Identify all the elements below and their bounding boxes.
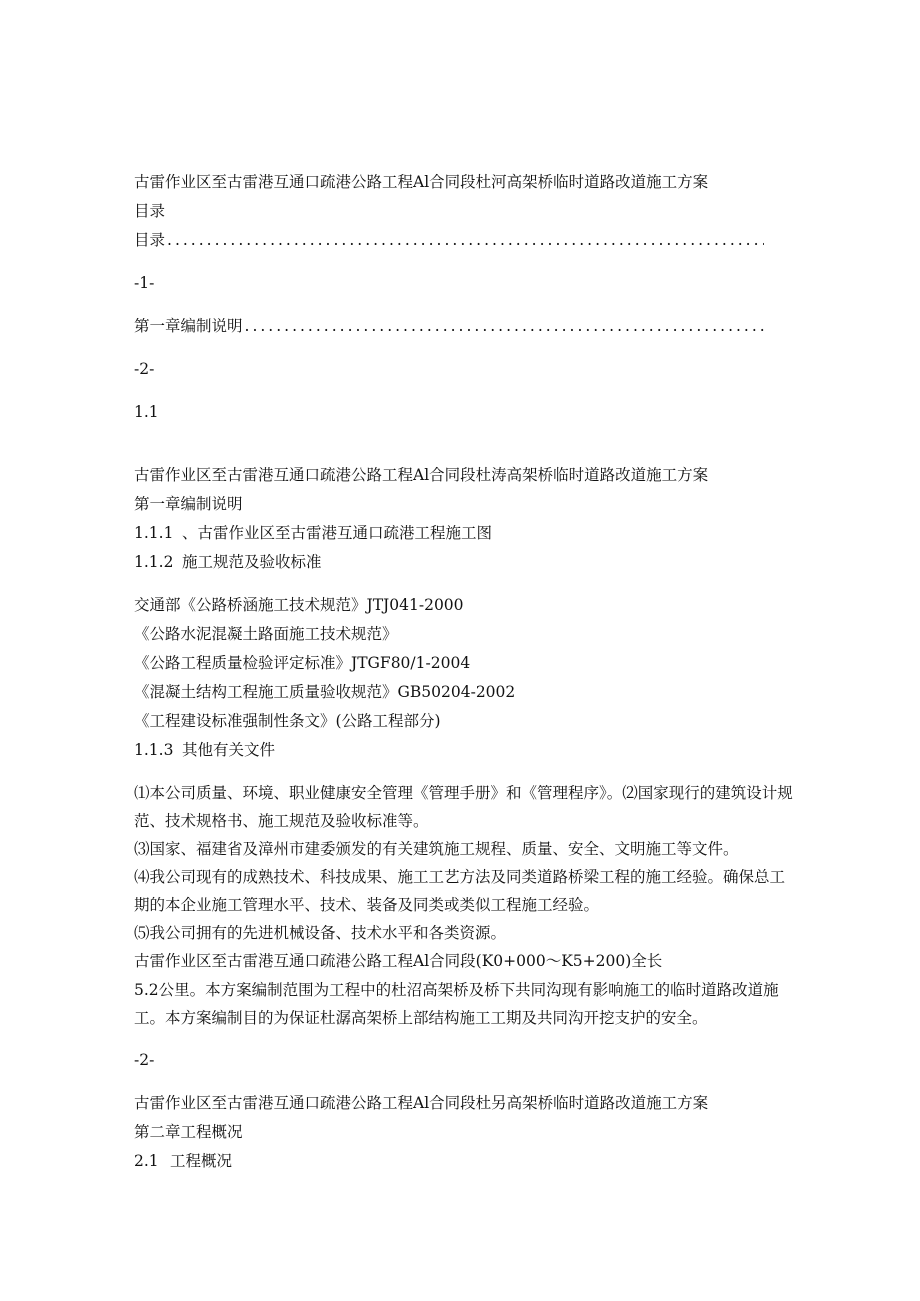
section-text: 施工规范及验收标准 <box>182 553 322 571</box>
toc-entry-chapter1[interactable] <box>134 312 764 341</box>
standard-item: 《工程建设标准强制性条文》(公路工程部分) <box>134 712 441 730</box>
section-1-1-3 <box>134 736 794 765</box>
toc-leader-dots <box>245 312 764 341</box>
standard-item: 《公路工程质量检验评定标准》JTGF80/1-2004 <box>134 654 471 672</box>
toc-entry-label: 第一章编制说明 <box>134 317 243 335</box>
scope-line: 古雷作业区至古雷港互通口疏港公路工程Al合同段(K0+000～K5+200)全长 <box>134 952 663 970</box>
document-paragraph: ⑸我公司拥有的先进机械设备、技术水平和各类资源。 <box>134 924 507 942</box>
related-documents <box>134 779 794 947</box>
chapter2-title: 第二章工程概况 <box>134 1123 243 1141</box>
toc-leader-dots <box>167 226 764 255</box>
document-page <box>134 168 794 1176</box>
document-paragraph: ⑷我公司现有的成熟技术、科技成果、施工工艺方法及同类道路桥梁工程的施工经验。确保总工期的本企业施工管理水平、技术、装备及同类或类似工程施工经验。 <box>134 868 786 914</box>
standard-item: 《公路水泥混凝土路面施工技术规范》 <box>134 625 398 643</box>
section-1-1-2 <box>134 548 794 577</box>
toc-entry-contents[interactable] <box>134 226 764 255</box>
running-header-3: 古雷作业区至古雷港互通口疏港公路工程Al合同段杜另高架桥临时道路改道施工方案 <box>134 1094 709 1112</box>
document-paragraph: ⑴本公司质量、环境、职业健康安全管理《管理手册》和《管理程序》。⑵国家现行的建筑设计规范、技术规格书、施工规范及验收标准等。 <box>134 784 793 830</box>
section-text: 工程概况 <box>170 1152 233 1170</box>
running-header-1: 古雷作业区至古雷港互通口疏港公路工程Al合同段杜河高架桥临时道路改道施工方案 <box>134 173 709 191</box>
section-number: 1.1.3 <box>134 741 174 759</box>
section-number: 2.1 <box>134 1152 159 1170</box>
toc-entry-page: -1- <box>134 274 155 292</box>
toc-entry-label: 目录 <box>134 231 166 249</box>
section-1-1-1 <box>134 519 794 548</box>
standards-list <box>134 591 794 736</box>
section-text: 、古雷作业区至古雷港互通口疏港工程施工图 <box>182 524 493 542</box>
section-text: 其他有关文件 <box>182 741 276 759</box>
chapter1-title: 第一章编制说明 <box>134 495 243 513</box>
section-number: 1.1.1 <box>134 524 174 542</box>
running-header-2: 古雷作业区至古雷港互通口疏港公路工程Al合同段杜涛高架桥临时道路改道施工方案 <box>134 466 709 484</box>
document-paragraph: ⑶国家、福建省及漳州市建委颁发的有关建筑施工规程、质量、安全、文明施工等文件。 <box>134 840 739 858</box>
toc-entry-page: -2- <box>134 360 155 378</box>
standard-item: 《混凝土结构工程施工质量验收规范》GB50204-2002 <box>134 683 516 701</box>
toc-sub-entry: 1.1 <box>134 403 159 421</box>
section-2-1 <box>134 1147 794 1176</box>
scope-paragraph: 5.2公里。本方案编制范围为工程中的杜沼高架桥及桥下共同沟现有影响施工的临时道路改道施工。本方案编制目的为保证杜潺高架桥上部结构施工工期及共同沟开挖支护的安全。 <box>134 981 779 1027</box>
section-number: 1.1.2 <box>134 553 174 571</box>
toc-title: 目录 <box>134 202 166 220</box>
page-number: -2- <box>134 1051 155 1069</box>
standard-item: 交通部《公路桥涵施工技术规范》JTJ041-2000 <box>134 596 464 614</box>
